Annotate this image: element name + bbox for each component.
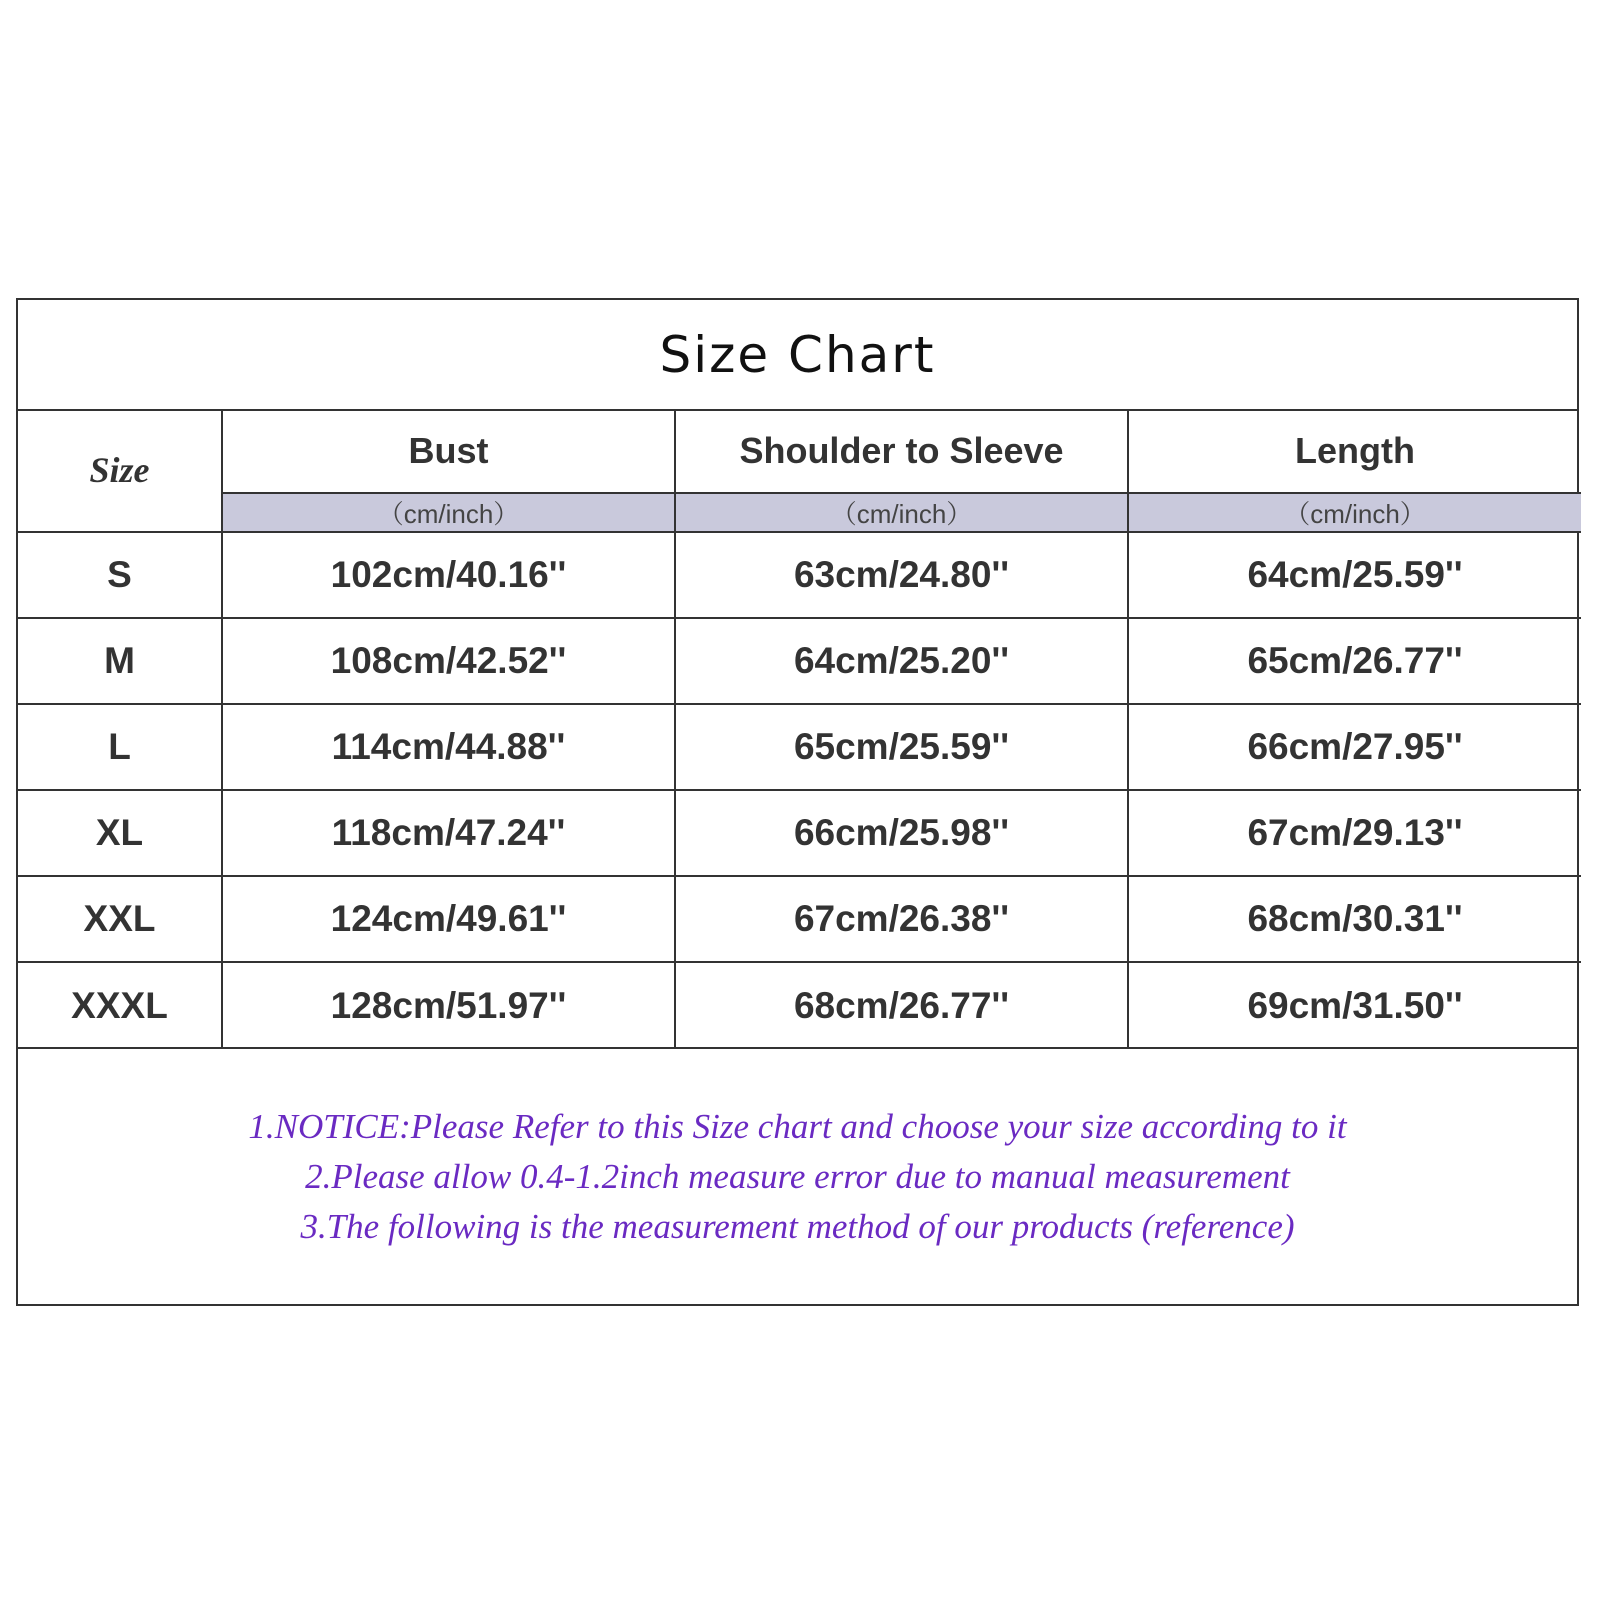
unit-row — [18, 493, 1581, 532]
size-label: XXL — [18, 876, 222, 962]
bust-value: 124cm/49.61'' — [222, 876, 675, 962]
length-value: 64cm/25.59'' — [1128, 532, 1581, 618]
table-row — [18, 962, 1581, 1048]
note-line: 1.NOTICE:Please Refer to this Size chart and choose your size according to it — [248, 1106, 1347, 1146]
length-column-header: Length — [1128, 409, 1581, 493]
size-label: L — [18, 704, 222, 790]
size-label: XXXL — [18, 962, 222, 1048]
shoulder-to-sleeve-column-header: Shoulder to Sleeve — [675, 409, 1128, 493]
chart-title: Size Chart — [659, 325, 936, 384]
table-row — [18, 532, 1581, 618]
shoulder-to-sleeve-value: 68cm/26.77'' — [675, 962, 1128, 1048]
length-value: 67cm/29.13'' — [1128, 790, 1581, 876]
size-table — [18, 409, 1581, 1048]
length-value: 66cm/27.95'' — [1128, 704, 1581, 790]
size-chart — [16, 298, 1579, 1306]
size-label: S — [18, 532, 222, 618]
length-value: 69cm/31.50'' — [1128, 962, 1581, 1048]
length-unit-label: （cm/inch） — [1128, 493, 1581, 532]
shoulder-to-sleeve-value: 64cm/25.20'' — [675, 618, 1128, 704]
table-row — [18, 618, 1581, 704]
bust-value: 102cm/40.16'' — [222, 532, 675, 618]
title-row — [18, 300, 1577, 411]
bust-value: 118cm/47.24'' — [222, 790, 675, 876]
bust-value: 108cm/42.52'' — [222, 618, 675, 704]
bust-column-header: Bust — [222, 409, 675, 493]
bust-unit-label: （cm/inch） — [222, 493, 675, 532]
header-row — [18, 409, 1581, 493]
shoulder-to-sleeve-value: 66cm/25.98'' — [675, 790, 1128, 876]
size-label: XL — [18, 790, 222, 876]
table-row — [18, 790, 1581, 876]
shoulder-to-sleeve-value: 65cm/25.59'' — [675, 704, 1128, 790]
note-line: 2.Please allow 0.4-1.2inch measure error due to manual measurement — [305, 1156, 1290, 1196]
note-line: 3.The following is the measurement method of our products (reference) — [300, 1206, 1295, 1246]
table-row — [18, 704, 1581, 790]
table-row — [18, 876, 1581, 962]
shoulder-to-sleeve-value: 67cm/26.38'' — [675, 876, 1128, 962]
size-label: M — [18, 618, 222, 704]
size-column-header: Size — [18, 409, 222, 532]
shoulder-to-sleeve-value: 63cm/24.80'' — [675, 532, 1128, 618]
shoulder-to-sleeve-unit-label: （cm/inch） — [675, 493, 1128, 532]
length-value: 68cm/30.31'' — [1128, 876, 1581, 962]
bust-value: 114cm/44.88'' — [222, 704, 675, 790]
bust-value: 128cm/51.97'' — [222, 962, 675, 1048]
length-value: 65cm/26.77'' — [1128, 618, 1581, 704]
notes-section — [18, 1047, 1577, 1304]
